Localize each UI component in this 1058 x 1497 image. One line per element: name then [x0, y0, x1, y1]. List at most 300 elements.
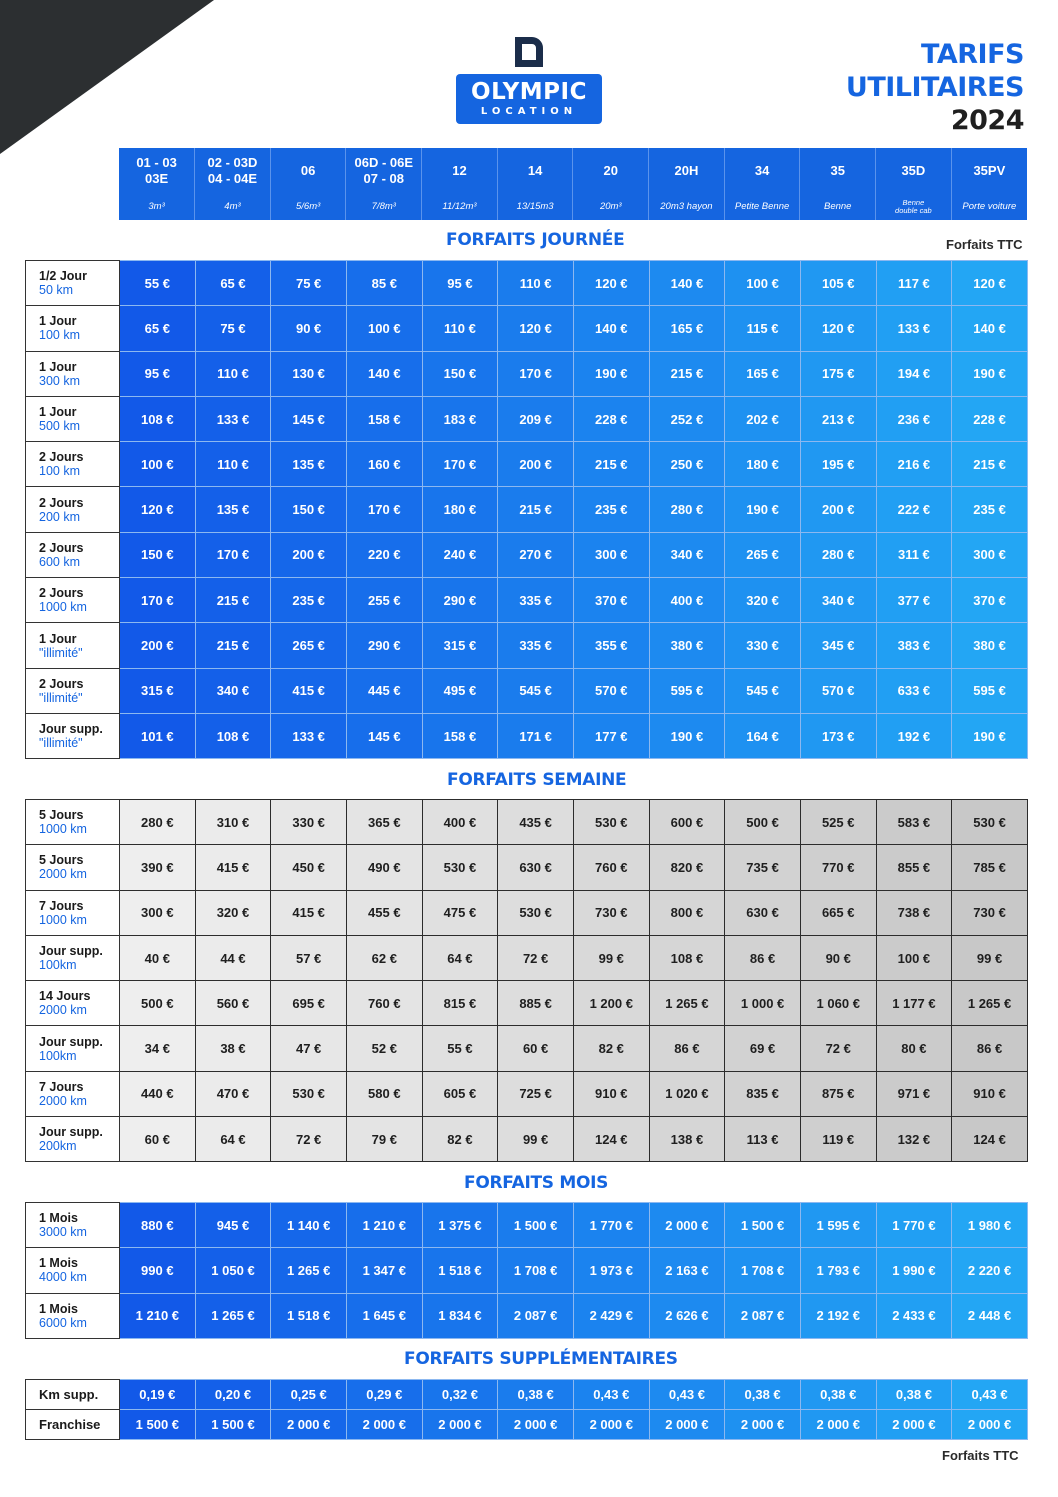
section-title-journee: FORFAITS JOURNÉE	[446, 230, 625, 250]
price-cell: 1 990 €	[876, 1248, 952, 1293]
row-label-title: 1 Jour	[39, 314, 77, 329]
logo-mark-icon	[512, 34, 546, 70]
table-forfaits-semaine	[25, 799, 1028, 1162]
price-cell: 630 €	[498, 845, 574, 890]
price-cell: 100 €	[120, 442, 196, 487]
row-label-detail: 4000 km	[39, 1270, 87, 1285]
price-cell: 215 €	[195, 578, 271, 623]
vehicle-volume	[573, 193, 649, 220]
row-label-detail: 6000 km	[39, 1315, 87, 1330]
price-cell: 60 €	[120, 1117, 196, 1162]
price-cell: 1 500 €	[120, 1410, 196, 1440]
vehicle-code-label: 06D - 06E 07 - 08	[354, 154, 414, 186]
vehicle-volumes-row	[119, 193, 1027, 220]
price-cell: 300 €	[120, 890, 196, 935]
table-row	[26, 935, 1028, 980]
row-label-title: 5 Jours	[39, 808, 84, 823]
price-cell: 69 €	[725, 1026, 801, 1071]
row-label	[26, 935, 120, 980]
price-cell: 400 €	[422, 800, 498, 845]
price-cell: 95 €	[120, 351, 196, 396]
row-label-detail: 100km	[39, 958, 77, 973]
price-cell: 355 €	[573, 623, 649, 668]
price-cell: 65 €	[195, 261, 271, 306]
price-cell: 177 €	[573, 713, 649, 758]
price-cell: 235 €	[952, 487, 1028, 532]
row-label-detail: 1000 km	[39, 822, 87, 837]
price-cell: 545 €	[498, 668, 574, 713]
row-label-detail: 100 km	[39, 328, 80, 343]
price-cell: 340 €	[649, 532, 725, 577]
price-cell: 311 €	[876, 532, 952, 577]
ttc-label-bottom: Forfaits TTC	[942, 1448, 1019, 1463]
table-row	[26, 1248, 1028, 1293]
price-cell: 455 €	[346, 890, 422, 935]
price-cell: 90 €	[271, 306, 347, 351]
price-cell: 330 €	[725, 623, 801, 668]
vehicle-header	[119, 148, 1027, 220]
price-cell: 160 €	[346, 442, 422, 487]
price-cell: 2 000 €	[876, 1410, 952, 1440]
price-cell: 1 265 €	[649, 981, 725, 1026]
price-cell: 1 645 €	[346, 1293, 422, 1338]
row-label-detail: 3000 km	[39, 1225, 87, 1240]
price-cell: 2 000 €	[498, 1410, 574, 1440]
row-label	[26, 890, 120, 935]
row-label	[26, 1026, 120, 1071]
vehicle-code-label: 34	[754, 162, 770, 178]
vehicle-code	[573, 148, 649, 193]
table-row	[26, 532, 1028, 577]
table-row	[26, 800, 1028, 845]
price-cell: 820 €	[649, 845, 725, 890]
price-cell: 133 €	[195, 396, 271, 441]
table-row	[26, 668, 1028, 713]
price-cell: 222 €	[876, 487, 952, 532]
price-cell: 60 €	[498, 1026, 574, 1071]
vehicle-code-label: 12	[452, 162, 467, 178]
price-cell: 0,32 €	[422, 1380, 498, 1410]
price-cell: 40 €	[120, 935, 196, 980]
price-cell: 1 347 €	[346, 1248, 422, 1293]
price-cell: 200 €	[120, 623, 196, 668]
vehicle-volume-label: Petite Benne	[734, 200, 790, 212]
price-cell: 1 708 €	[498, 1248, 574, 1293]
price-cell: 90 €	[800, 935, 876, 980]
price-cell: 72 €	[271, 1117, 347, 1162]
price-cell: 665 €	[800, 890, 876, 935]
price-cell: 72 €	[800, 1026, 876, 1071]
row-label-detail: 100 km	[39, 464, 80, 479]
price-cell: 815 €	[422, 981, 498, 1026]
price-cell: 280 €	[800, 532, 876, 577]
row-label-title: 5 Jours	[39, 853, 84, 868]
price-cell: 173 €	[800, 713, 876, 758]
table-row	[26, 623, 1028, 668]
price-cell: 120 €	[952, 261, 1028, 306]
price-cell: 530 €	[271, 1071, 347, 1116]
brand-logo	[456, 34, 602, 126]
price-cell: 2 220 €	[952, 1248, 1028, 1293]
price-cell: 0,20 €	[195, 1380, 271, 1410]
price-cell: 120 €	[800, 306, 876, 351]
price-cell: 180 €	[725, 442, 801, 487]
price-cell: 132 €	[876, 1117, 952, 1162]
price-cell: 228 €	[952, 396, 1028, 441]
row-label-detail: "illimité"	[39, 736, 83, 751]
section-title-supplementaires: FORFAITS SUPPLÉMENTAIRES	[404, 1349, 678, 1369]
price-cell: 570 €	[800, 668, 876, 713]
price-cell: 190 €	[952, 351, 1028, 396]
price-cell: 1 980 €	[952, 1203, 1028, 1248]
row-label-title: 1 Jour	[39, 405, 77, 420]
row-label-detail: "illimité"	[39, 645, 83, 660]
vehicle-volume-label: 11/12m³	[442, 200, 477, 212]
price-cell: 192 €	[876, 713, 952, 758]
table-row	[26, 442, 1028, 487]
price-cell: 150 €	[422, 351, 498, 396]
price-cell: 235 €	[573, 487, 649, 532]
row-label-detail: 200km	[39, 1139, 77, 1154]
vehicle-volume-label: Porte voiture	[962, 200, 1017, 212]
price-cell: 135 €	[195, 487, 271, 532]
price-cell: 2 626 €	[649, 1293, 725, 1338]
price-cell: 265 €	[271, 623, 347, 668]
price-cell: 2 087 €	[725, 1293, 801, 1338]
table-row	[26, 1203, 1028, 1248]
row-label	[26, 532, 120, 577]
price-cell: 145 €	[346, 713, 422, 758]
price-cell: 85 €	[346, 261, 422, 306]
vehicle-volume-label: Benne double cab	[895, 197, 932, 215]
price-cell: 530 €	[573, 800, 649, 845]
price-cell: 1 265 €	[271, 1248, 347, 1293]
price-cell: 0,29 €	[346, 1380, 422, 1410]
row-label	[26, 1293, 120, 1338]
price-cell: 290 €	[346, 623, 422, 668]
row-label	[26, 1071, 120, 1116]
price-cell: 570 €	[573, 668, 649, 713]
row-label-title: Km supp.	[39, 1386, 99, 1402]
vehicle-code	[119, 148, 195, 193]
price-cell: 583 €	[876, 800, 952, 845]
section-title-semaine: FORFAITS SEMAINE	[447, 770, 627, 790]
row-label	[26, 713, 120, 758]
table-row	[26, 261, 1028, 306]
price-cell: 164 €	[725, 713, 801, 758]
price-cell: 1 834 €	[422, 1293, 498, 1338]
price-cell: 140 €	[573, 306, 649, 351]
row-label-title: Jour supp.	[39, 722, 103, 737]
price-cell: 415 €	[195, 845, 271, 890]
price-cell: 2 433 €	[876, 1293, 952, 1338]
price-cell: 500 €	[120, 981, 196, 1026]
price-cell: 1 210 €	[346, 1203, 422, 1248]
table-forfaits-supplementaires	[25, 1379, 1028, 1440]
row-label-detail: 1000 km	[39, 912, 87, 927]
price-cell: 738 €	[876, 890, 952, 935]
row-label	[26, 1380, 120, 1410]
price-cell: 530 €	[498, 890, 574, 935]
row-label-detail: 1000 km	[39, 600, 87, 615]
price-cell: 0,25 €	[271, 1380, 347, 1410]
price-cell: 2 000 €	[800, 1410, 876, 1440]
price-cell: 44 €	[195, 935, 271, 980]
price-cell: 440 €	[120, 1071, 196, 1116]
price-cell: 390 €	[120, 845, 196, 890]
vehicle-volume-label: 5/6m³	[295, 200, 321, 212]
price-cell: 235 €	[271, 578, 347, 623]
price-cell: 785 €	[952, 845, 1028, 890]
price-cell: 1 518 €	[422, 1248, 498, 1293]
price-cell: 72 €	[498, 935, 574, 980]
price-cell: 1 708 €	[725, 1248, 801, 1293]
price-cell: 300 €	[952, 532, 1028, 577]
price-cell: 2 000 €	[649, 1410, 725, 1440]
price-cell: 315 €	[422, 623, 498, 668]
vehicle-code	[876, 148, 952, 193]
price-cell: 2 087 €	[498, 1293, 574, 1338]
price-cell: 1 375 €	[422, 1203, 498, 1248]
vehicle-volume	[724, 193, 800, 220]
price-cell: 86 €	[725, 935, 801, 980]
price-cell: 95 €	[422, 261, 498, 306]
price-cell: 910 €	[573, 1071, 649, 1116]
row-label	[26, 623, 120, 668]
row-label-title: 2 Jours	[39, 495, 84, 510]
price-cell: 195 €	[800, 442, 876, 487]
price-cell: 82 €	[422, 1117, 498, 1162]
price-cell: 470 €	[195, 1071, 271, 1116]
row-label-title: 1/2 Jour	[39, 269, 87, 284]
row-label-title: 2 Jours	[39, 450, 84, 465]
price-cell: 108 €	[649, 935, 725, 980]
price-cell: 0,43 €	[573, 1380, 649, 1410]
price-cell: 100 €	[876, 935, 952, 980]
price-cell: 145 €	[271, 396, 347, 441]
price-cell: 119 €	[800, 1117, 876, 1162]
price-cell: 105 €	[800, 261, 876, 306]
vehicle-code	[346, 148, 422, 193]
price-cell: 38 €	[195, 1026, 271, 1071]
row-label-detail: 2000 km	[39, 867, 87, 882]
price-cell: 57 €	[271, 935, 347, 980]
price-cell: 62 €	[346, 935, 422, 980]
price-cell: 34 €	[120, 1026, 196, 1071]
price-cell: 2 000 €	[573, 1410, 649, 1440]
price-cell: 600 €	[649, 800, 725, 845]
price-cell: 86 €	[952, 1026, 1028, 1071]
row-label	[26, 1248, 120, 1293]
vehicle-volume	[346, 193, 422, 220]
table-row	[26, 487, 1028, 532]
vehicle-code	[270, 148, 346, 193]
price-cell: 315 €	[120, 668, 196, 713]
row-label	[26, 1203, 120, 1248]
price-cell: 1 500 €	[498, 1203, 574, 1248]
price-cell: 0,43 €	[952, 1380, 1028, 1410]
price-cell: 180 €	[422, 487, 498, 532]
price-cell: 495 €	[422, 668, 498, 713]
price-cell: 770 €	[800, 845, 876, 890]
row-label-detail: "illimité"	[39, 690, 83, 705]
row-label-detail: 2000 km	[39, 1003, 87, 1018]
price-cell: 215 €	[952, 442, 1028, 487]
price-cell: 110 €	[195, 351, 271, 396]
row-label-title: Franchise	[39, 1416, 101, 1432]
price-cell: 490 €	[346, 845, 422, 890]
price-cell: 252 €	[649, 396, 725, 441]
price-cell: 47 €	[271, 1026, 347, 1071]
price-cell: 80 €	[876, 1026, 952, 1071]
vehicle-code-label: 35D	[901, 162, 926, 178]
price-cell: 215 €	[498, 487, 574, 532]
price-cell: 170 €	[195, 532, 271, 577]
price-cell: 55 €	[422, 1026, 498, 1071]
price-cell: 725 €	[498, 1071, 574, 1116]
price-cell: 320 €	[725, 578, 801, 623]
section-title-mois: FORFAITS MOIS	[464, 1173, 609, 1193]
price-cell: 2 429 €	[573, 1293, 649, 1338]
price-cell: 110 €	[422, 306, 498, 351]
price-cell: 99 €	[498, 1117, 574, 1162]
row-label-title: 2 Jours	[39, 586, 84, 601]
price-cell: 120 €	[120, 487, 196, 532]
page-title	[846, 38, 1024, 137]
table-row	[26, 1026, 1028, 1071]
vehicle-volume	[422, 193, 498, 220]
price-cell: 190 €	[573, 351, 649, 396]
row-label-detail: 100km	[39, 1048, 77, 1063]
price-cell: 380 €	[952, 623, 1028, 668]
table-row	[26, 1117, 1028, 1162]
table-row	[26, 1410, 1028, 1440]
vehicle-code-label: 02 - 03D 04 - 04E	[207, 154, 258, 186]
price-cell: 165 €	[649, 306, 725, 351]
price-cell: 445 €	[346, 668, 422, 713]
row-label-title: Jour supp.	[39, 1125, 103, 1140]
price-cell: 365 €	[346, 800, 422, 845]
price-cell: 415 €	[271, 890, 347, 935]
price-cell: 213 €	[800, 396, 876, 441]
price-cell: 560 €	[195, 981, 271, 1026]
price-cell: 190 €	[952, 713, 1028, 758]
price-cell: 1 050 €	[195, 1248, 271, 1293]
vehicle-volume	[876, 193, 952, 220]
corner-decoration	[0, 0, 214, 154]
ttc-label-top: Forfaits TTC	[946, 237, 1023, 252]
vehicle-volume-label: 4m³	[224, 200, 241, 212]
vehicle-volume	[800, 193, 876, 220]
price-cell: 165 €	[725, 351, 801, 396]
vehicle-code-label: 35PV	[973, 162, 1006, 178]
price-cell: 194 €	[876, 351, 952, 396]
table-row	[26, 890, 1028, 935]
price-cell: 64 €	[422, 935, 498, 980]
price-cell: 110 €	[498, 261, 574, 306]
vehicle-code	[422, 148, 498, 193]
price-cell: 2 000 €	[346, 1410, 422, 1440]
price-cell: 200 €	[800, 487, 876, 532]
price-cell: 730 €	[573, 890, 649, 935]
price-cell: 216 €	[876, 442, 952, 487]
vehicle-code	[951, 148, 1027, 193]
price-cell: 75 €	[271, 261, 347, 306]
price-cell: 215 €	[649, 351, 725, 396]
price-cell: 0,38 €	[876, 1380, 952, 1410]
row-label-title: 7 Jours	[39, 1079, 84, 1094]
price-cell: 209 €	[498, 396, 574, 441]
price-cell: 0,38 €	[725, 1380, 801, 1410]
vehicle-volume-label: 20m3 hayon	[660, 200, 713, 212]
price-cell: 133 €	[876, 306, 952, 351]
price-cell: 190 €	[649, 713, 725, 758]
vehicle-code-label: 14	[527, 162, 543, 178]
price-cell: 340 €	[195, 668, 271, 713]
price-cell: 183 €	[422, 396, 498, 441]
vehicle-volume-label: 7/8m³	[371, 200, 396, 212]
price-cell: 115 €	[725, 306, 801, 351]
price-cell: 370 €	[573, 578, 649, 623]
title-line1: TARIFS	[921, 39, 1024, 70]
row-label	[26, 442, 120, 487]
price-cell: 140 €	[649, 261, 725, 306]
table-row	[26, 845, 1028, 890]
table-row	[26, 1380, 1028, 1410]
price-cell: 2 192 €	[800, 1293, 876, 1338]
price-cell: 140 €	[952, 306, 1028, 351]
price-cell: 2 000 €	[725, 1410, 801, 1440]
price-cell: 0,19 €	[120, 1380, 196, 1410]
price-cell: 730 €	[952, 890, 1028, 935]
row-label-title: 1 Mois	[39, 1211, 78, 1226]
price-cell: 86 €	[649, 1026, 725, 1071]
vehicle-volume	[270, 193, 346, 220]
price-cell: 2 163 €	[649, 1248, 725, 1293]
row-label	[26, 981, 120, 1026]
price-cell: 855 €	[876, 845, 952, 890]
price-cell: 595 €	[952, 668, 1028, 713]
table-row	[26, 1071, 1028, 1116]
vehicle-volume-label: Benne	[823, 200, 852, 212]
price-cell: 64 €	[195, 1117, 271, 1162]
row-label-title: 7 Jours	[39, 898, 84, 913]
price-cell: 175 €	[800, 351, 876, 396]
price-cell: 79 €	[346, 1117, 422, 1162]
row-label-detail: 600 km	[39, 554, 80, 569]
price-cell: 1 973 €	[573, 1248, 649, 1293]
price-cell: 171 €	[498, 713, 574, 758]
vehicle-codes-row	[119, 148, 1027, 193]
price-cell: 124 €	[952, 1117, 1028, 1162]
price-cell: 377 €	[876, 578, 952, 623]
row-label	[26, 261, 120, 306]
vehicle-volume	[119, 193, 195, 220]
row-label-title: Jour supp.	[39, 1034, 103, 1049]
price-cell: 545 €	[725, 668, 801, 713]
price-cell: 1 177 €	[876, 981, 952, 1026]
price-cell: 1 210 €	[120, 1293, 196, 1338]
vehicle-volume-label: 13/15m3	[516, 200, 554, 212]
price-cell: 170 €	[120, 578, 196, 623]
row-label	[26, 306, 120, 351]
price-cell: 1 500 €	[195, 1410, 271, 1440]
price-cell: 82 €	[573, 1026, 649, 1071]
row-label-title: Jour supp.	[39, 944, 103, 959]
price-cell: 1 595 €	[800, 1203, 876, 1248]
price-cell: 1 500 €	[725, 1203, 801, 1248]
price-cell: 800 €	[649, 890, 725, 935]
